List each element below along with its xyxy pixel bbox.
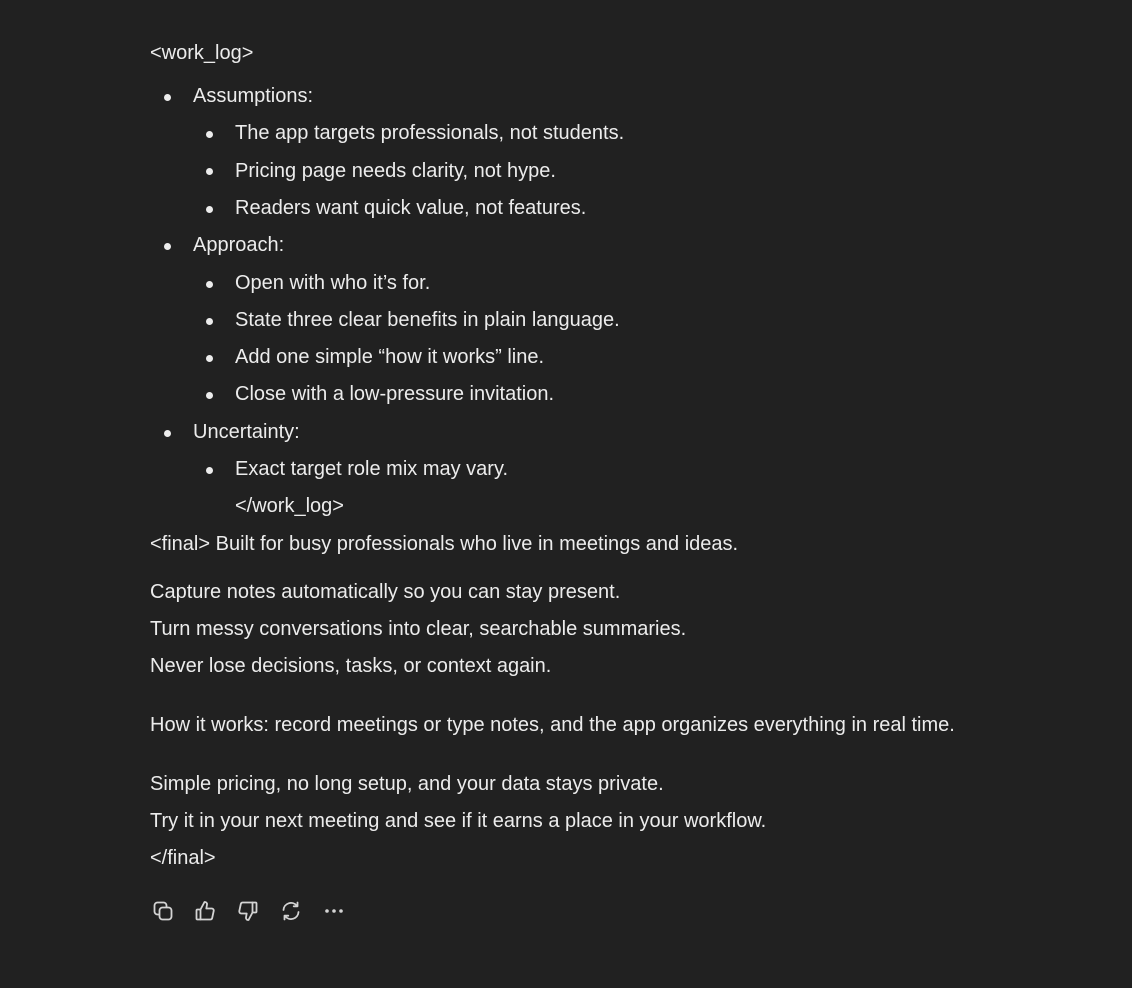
list-item: Exact target role mix may vary.: [235, 458, 509, 480]
thumbs-down-button[interactable]: [235, 898, 261, 924]
approach-heading: Approach:: [193, 234, 285, 256]
bullet: [206, 131, 213, 138]
more-button[interactable]: [321, 898, 347, 924]
regenerate-icon: [279, 899, 303, 923]
list-item: Pricing page needs clarity, not hype.: [235, 160, 556, 182]
benefit-line: Never lose decisions, tasks, or context again.: [150, 655, 552, 677]
bullet: [206, 392, 213, 399]
list-item: Add one simple “how it works” line.: [235, 346, 545, 368]
bullet: [206, 281, 213, 288]
bullet: [206, 318, 213, 325]
bullet: [206, 355, 213, 362]
bullet: [164, 243, 171, 250]
list-item: Open with who it’s for.: [235, 272, 431, 294]
closing-line: Simple pricing, no long setup, and your data stays private.: [150, 773, 664, 795]
how-it-works-line: How it works: record meetings or type notes, and the app organizes everything in real time.: [150, 714, 955, 736]
closing-line: Try it in your next meeting and see if it earns a place in your workflow.: [150, 810, 767, 832]
list-item: The app targets professionals, not students.: [235, 122, 625, 144]
list-item: Readers want quick value, not features.: [235, 197, 587, 219]
thumbs-down-icon: [236, 899, 260, 923]
work-log-open-tag: <work_log>: [150, 42, 254, 64]
thumbs-up-icon: [193, 899, 217, 923]
benefit-line: Turn messy conversations into clear, searchable summaries.: [150, 618, 687, 640]
assumptions-heading: Assumptions:: [193, 85, 314, 107]
final-close-tag: </final>: [150, 847, 216, 869]
benefit-line: Capture notes automatically so you can stay present.: [150, 581, 621, 603]
bullet: [206, 467, 213, 474]
copy-icon: [151, 899, 175, 923]
final-intro: <final> Built for busy professionals who live in meetings and ideas.: [150, 533, 739, 555]
copy-button[interactable]: [150, 898, 176, 924]
more-icon: [322, 899, 346, 923]
bullet: [206, 168, 213, 175]
thumbs-up-button[interactable]: [192, 898, 218, 924]
bullet: [164, 430, 171, 437]
uncertainty-heading: Uncertainty:: [193, 421, 300, 443]
work-log-close-tag: </work_log>: [235, 495, 344, 517]
list-item: State three clear benefits in plain language.: [235, 309, 620, 331]
bullet: [206, 206, 213, 213]
list-item: Close with a low-pressure invitation.: [235, 383, 555, 405]
bullet: [164, 94, 171, 101]
regenerate-button[interactable]: [278, 898, 304, 924]
